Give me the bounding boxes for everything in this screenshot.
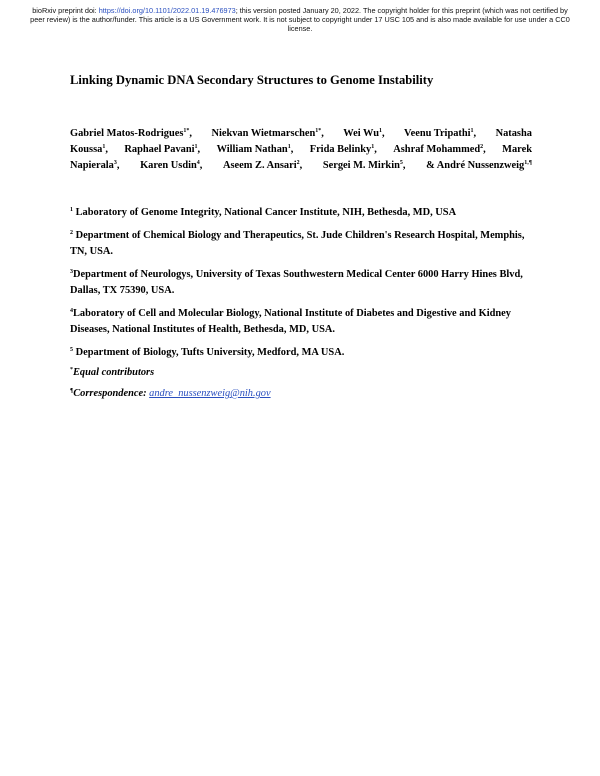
author-separator: , <box>197 144 201 155</box>
author-affiliation-marker: 2 <box>480 144 484 150</box>
affiliation-4 <box>70 306 535 338</box>
affiliation-text: Department of Biology, Tufts University, Medford, MA USA. <box>73 347 345 358</box>
equal-marker: * <box>70 367 73 373</box>
affiliation-text: Laboratory of Cell and Molecular Biology, National Institute of Diabetes and Digestive and Kidney Diseases, National Institutes of Health, Bethesda, MD, USA. <box>70 308 511 335</box>
equal-text: Equal contributors <box>73 367 155 378</box>
author-name <box>70 126 192 142</box>
author-affiliation-marker: 1 <box>470 128 474 134</box>
author-separator: , <box>105 144 108 155</box>
author-name-text: Gabriel Matos-Rodrigues <box>70 128 184 139</box>
author-separator: , <box>402 160 406 171</box>
doi-link[interactable]: https://doi.org/10.1101/2022.01.19.476973 <box>98 6 236 15</box>
affiliation-5 <box>70 345 535 361</box>
preprint-banner <box>30 7 570 33</box>
correspondence-label: Correspondence: <box>73 388 150 399</box>
author-line <box>70 126 532 142</box>
author-name-text: Sergei M. Mirkin <box>322 160 400 171</box>
correspondence-email-link[interactable]: andre_nussenzweig@nih.gov <box>149 388 271 399</box>
author-name-text: Natasha <box>495 128 532 139</box>
affiliation-marker: 3 <box>70 269 73 275</box>
author-name-text: Niekvan Wietmarschen <box>211 128 316 139</box>
author-name <box>217 142 294 158</box>
author-name <box>393 142 485 158</box>
author-separator: , <box>483 144 486 155</box>
author-name <box>310 142 377 158</box>
author-affiliation-marker: 2 <box>296 160 300 166</box>
author-affiliation-marker: 1 <box>379 128 383 134</box>
author-name <box>323 158 406 174</box>
author-name <box>502 142 532 158</box>
author-name-text: Karen Usdin <box>140 160 197 171</box>
author-name-text: Raphael Pavani <box>124 144 195 155</box>
author-affiliation-marker: 4 <box>196 160 200 166</box>
author-separator: , <box>299 160 303 171</box>
author-name <box>404 126 476 142</box>
author-name-text: William Nathan <box>216 144 288 155</box>
author-affiliation-marker: 1* <box>183 128 190 134</box>
affiliation-marker: 2 <box>70 230 73 236</box>
author-name <box>70 142 108 158</box>
author-affiliation-marker: 1 <box>287 144 291 150</box>
author-name <box>223 158 302 174</box>
author-name <box>140 158 202 174</box>
affiliation-1 <box>70 205 535 221</box>
author-name <box>496 126 532 142</box>
author-name-text: & André Nussenzweig <box>426 160 525 171</box>
author-separator: , <box>290 144 294 155</box>
affiliation-marker: 5 <box>70 347 73 353</box>
author-name-text: Koussa <box>70 144 103 155</box>
author-name-text: Ashraf Mohammed <box>393 144 481 155</box>
author-affiliation-marker: 1* <box>315 128 322 134</box>
affiliation-2 <box>70 228 535 260</box>
affiliation-marker: 4 <box>70 308 73 314</box>
author-name <box>343 126 384 142</box>
author-separator: , <box>374 144 377 155</box>
author-separator: , <box>116 160 120 171</box>
author-separator: , <box>321 128 324 139</box>
author-separator: , <box>473 128 477 139</box>
author-list <box>70 126 532 174</box>
banner-prefix: bioRxiv preprint doi: <box>32 6 99 15</box>
affiliation-text: Laboratory of Genome Integrity, National Cancer Institute, NIH, Bethesda, MD, USA <box>73 207 457 218</box>
author-affiliation-marker: 1 <box>194 144 198 150</box>
affiliation-text: Department of Neurologys, University of Texas Southwestern Medical Center 6000 Harry Hines Blvd, Dallas, TX 75390, USA. <box>70 269 523 296</box>
author-affiliation-marker: 3 <box>113 160 117 166</box>
author-separator: , <box>199 160 203 171</box>
author-separator: , <box>382 128 385 139</box>
paper-title: Linking Dynamic DNA Secondary Structures to Genome Instability <box>70 73 434 87</box>
author-name-text: Frida Belinky <box>309 144 372 155</box>
author-name-text: Marek <box>502 144 532 155</box>
author-name-text: Aseem Z. Ansari <box>223 160 297 171</box>
correspondence-marker: ¶ <box>70 388 74 394</box>
author-affiliation-marker: 5 <box>399 160 403 166</box>
author-affiliation-marker: 1 <box>371 144 375 150</box>
author-name <box>124 142 200 158</box>
equal-contributors-note <box>70 365 535 381</box>
affiliation-text: Department of Chemical Biology and Therapeutics, St. Jude Children's Research Hospital, Memphis, TN, USA. <box>70 230 525 257</box>
author-line <box>70 158 532 174</box>
author-separator: , <box>189 128 193 139</box>
affiliation-list <box>70 205 535 368</box>
affiliation-marker: 1 <box>70 207 73 213</box>
author-name-text: Wei Wu <box>343 128 380 139</box>
author-name <box>211 126 323 142</box>
author-name-text: Napierala <box>70 160 114 171</box>
author-line <box>70 142 532 158</box>
correspondence-note <box>70 386 535 402</box>
banner-suffix: ; this version posted January 20, 2022. The copyright holder for this preprint (which was not certified by peer review) is the author/funder. This article is a US Government work. It is not subject to copyright under 17 USC 105 and is also made available for use under a CC0 license. <box>30 6 570 33</box>
author-affiliation-marker: 1 <box>102 144 106 150</box>
author-notes <box>70 365 535 407</box>
author-name-text: Veenu Tripathi <box>404 128 471 139</box>
affiliation-3 <box>70 267 535 299</box>
author-affiliation-marker: 1,¶ <box>524 160 532 166</box>
author-name <box>70 158 119 174</box>
author-name <box>426 158 532 174</box>
